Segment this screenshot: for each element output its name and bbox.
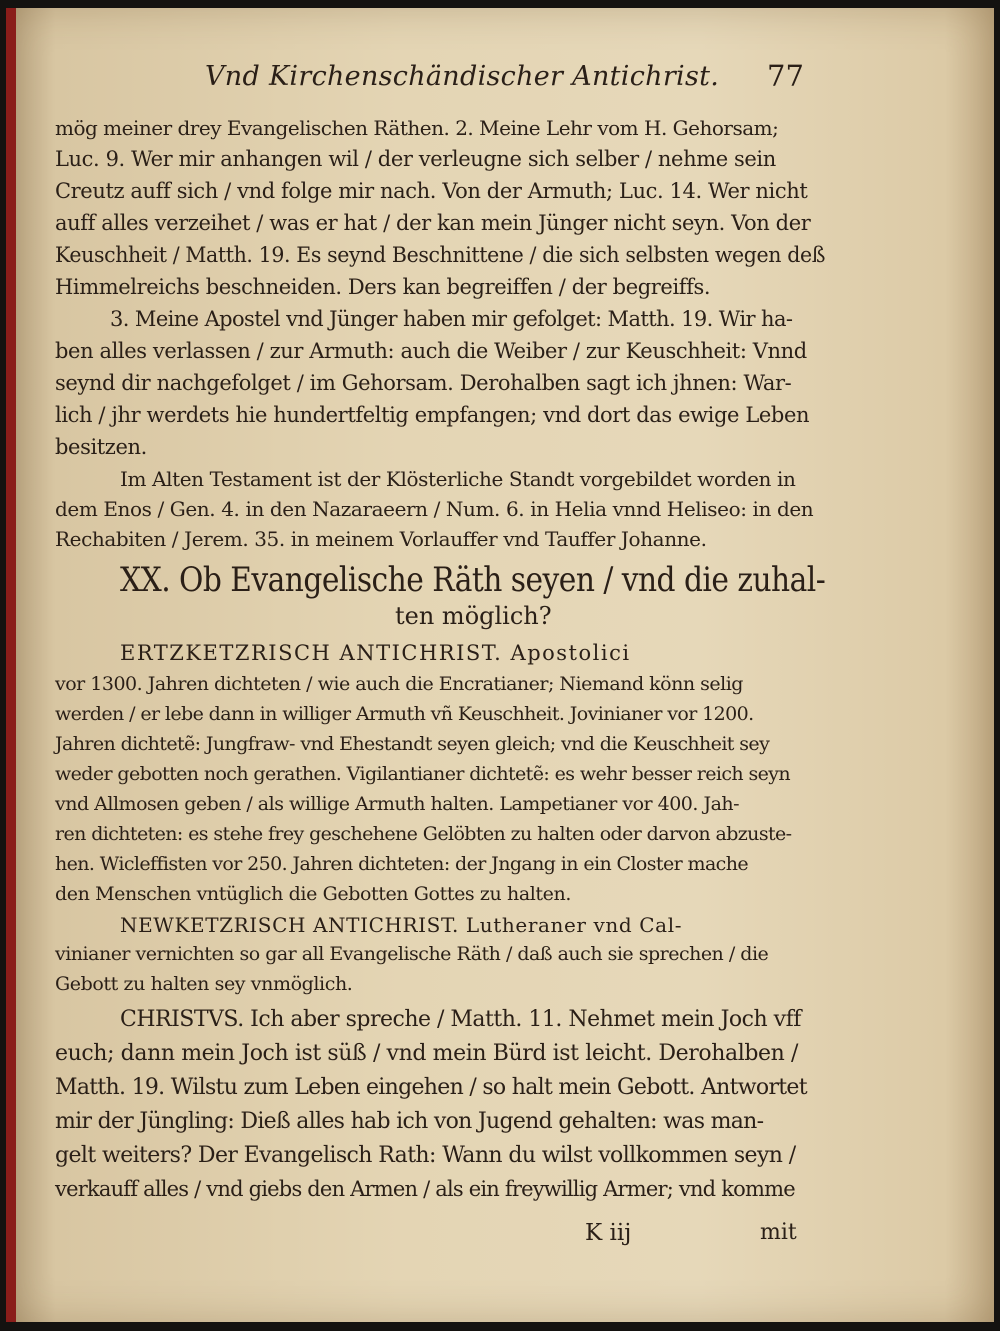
text-line: Gebott zu halten sey vnmöglich. [55,973,353,995]
text-line: Keuschheit / Matth. 19. Es seynd Beschnittene / die sich selbsten wegen deß [55,243,826,267]
page-gutter-edge [6,8,16,1322]
text-line: Im Alten Testament ist der Klösterliche Standt vorgebildet worden in [120,467,796,491]
text-line: Himmelreichs beschneiden. Ders kan begreiffen / der begreiffs. [55,275,711,299]
text-line: 3. Meine Apostel vnd Jünger haben mir gefolget: Matth. 19. Wir ha- [110,307,793,331]
text-line: vor 1300. Jahren dichteten / wie auch die Encratianer; Niemand könn selig [55,673,743,695]
text-line: NEWKETZRISCH ANTICHRIST. Lutheraner vnd Cal- [120,913,683,937]
text-line: mir der Jüngling: Dieß alles hab ich von Jugend gehalten: was man- [55,1109,764,1134]
text-line: werden / er lebe dann in williger Armuth vñ Keuschheit. Jovinianer vor 1200. [55,703,754,725]
page-number: 77 [767,59,804,93]
text-line: dem Enos / Gen. 4. in den Nazaraeern / Num. 6. in Helia vnnd Heliseo: in den [55,497,814,521]
text-line: ren dichteten: es stehe frey geschehene Gelöbten zu halten oder darvon abzuste- [55,823,792,845]
text-line: Matth. 19. Wilstu zum Leben eingehen / so halt mein Gebott. Antwortet [55,1075,807,1100]
text-line: Rechabiten / Jerem. 35. in meinem Vorlauffer vnd Tauffer Johanne. [55,527,707,551]
text-line: gelt weiters? Der Evangelisch Rath: Wann du wilst vollkommen seyn / [55,1143,796,1168]
text-line: vinianer vernichten so gar all Evangelische Räth / daß auch sie sprechen / die [55,943,769,965]
text-line: weder gebotten noch gerathen. Vigilantianer dichtetẽ: es wehr besser reich seyn [55,763,791,785]
text-line: ERTZKETZRISCH ANTICHRIST. Apostolici [120,641,631,665]
running-head: Vnd Kirchenschändischer Antichrist. [205,61,720,92]
text-line: verkauff alles / vnd giebs den Armen / als ein freywillig Armer; vnd komme [55,1177,795,1201]
section-title-continued: ten möglich? [395,602,552,630]
text-line: auff alles verzeihet / was er hat / der kan mein Jünger nicht seyn. Von der [55,211,811,235]
text-line: CHRISTVS. Ich aber spreche / Matth. 11. Nehmet mein Joch vff [120,1007,801,1032]
text-line: ben alles verlassen / zur Armuth: auch die Weiber / zur Keuschheit: Vnnd [55,339,807,363]
text-line: besitzen. [55,435,147,459]
text-line: mög meiner drey Evangelischen Räthen. 2. Meine Lehr vom H. Gehorsam; [55,116,779,140]
text-line: vnd Allmosen geben / als willige Armuth halten. Lampetianer vor 400. Jah- [55,793,740,815]
page-header [55,55,825,105]
text-line: Creutz auff sich / vnd folge mir nach. Von der Armuth; Luc. 14. Wer nicht [55,179,808,203]
text-line: lich / jhr werdets hie hundertfeltig empfangen; vnd dort das ewige Leben [55,403,810,427]
catchword: mit [760,1220,797,1245]
text-line: hen. Wicleffisten vor 250. Jahren dichteten: der Jngang in ein Closter mache [55,853,748,875]
text-line: den Menschen vntüglich die Gebotten Gottes zu halten. [55,883,571,905]
signature-mark: K iij [585,1220,632,1246]
text-line: Luc. 9. Wer mir anhangen wil / der verleugne sich selber / nehme sein [55,147,776,171]
section-title: XX. Ob Evangelische Räth seyen / vnd die zuhal- [120,560,826,600]
text-line: Jahren dichtetẽ: Jungfraw- vnd Ehestandt seyen gleich; vnd die Keuschheit sey [55,733,770,755]
book-page [55,55,826,1246]
text-line: euch; dann mein Joch ist süß / vnd mein Bürd ist leicht. Derohalben / [55,1041,799,1066]
text-line: seynd dir nachgefolget / im Gehorsam. Derohalben sagt ich jhnen: War- [55,371,792,395]
